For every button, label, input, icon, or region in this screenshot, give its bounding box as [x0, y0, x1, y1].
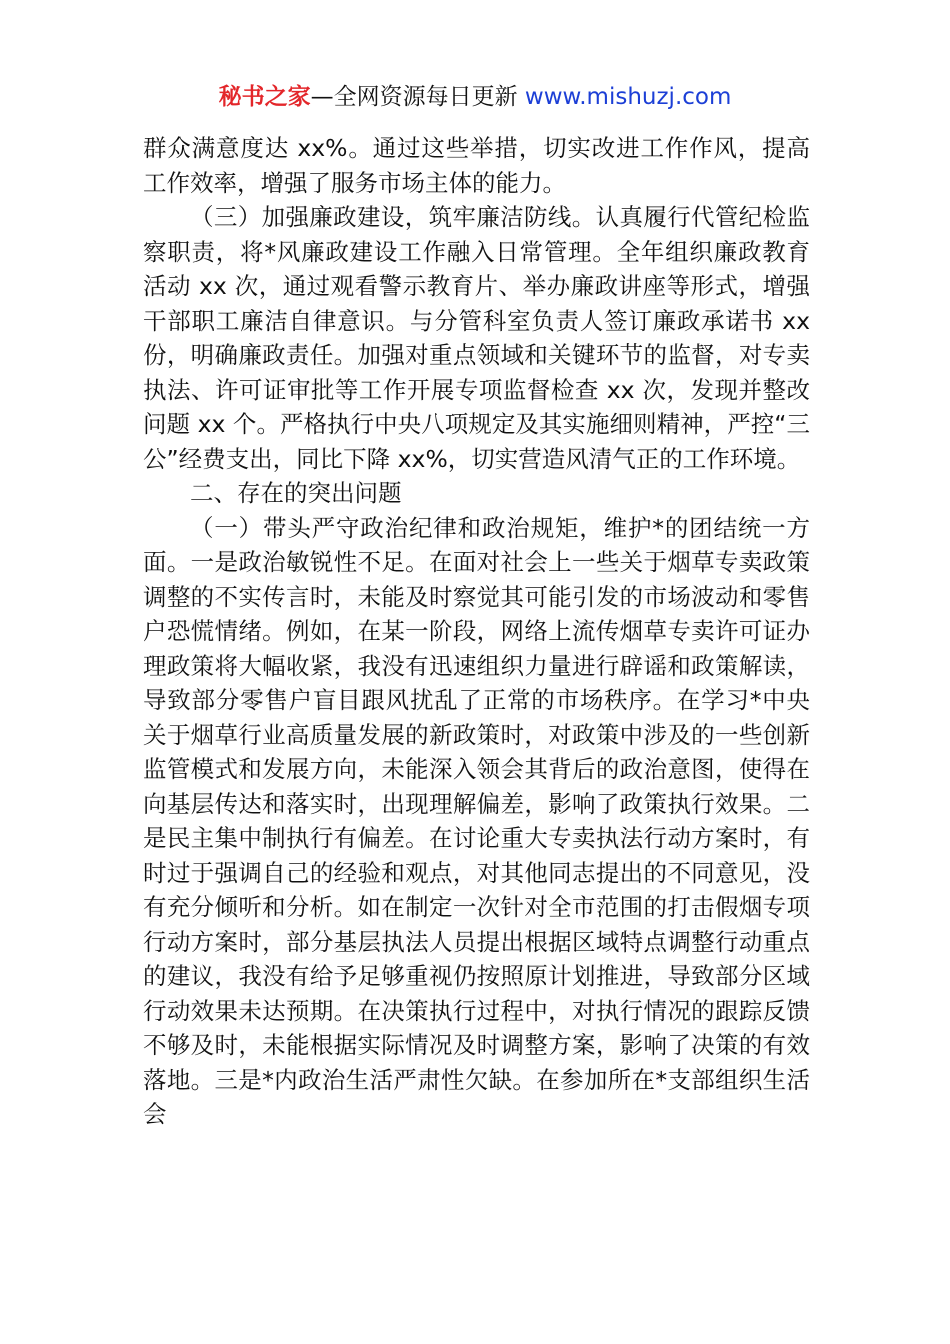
site-header [0, 80, 950, 114]
site-url[interactable]: www.mishuzj.com [524, 84, 732, 110]
paragraph-continuation: 群众满意度达 xx%。通过这些举措，切实改进工作作风，提高工作效率，增强了服务市场主体的能力。 [143, 134, 810, 197]
document-body [143, 131, 810, 1132]
paragraph-integrity: （三）加强廉政建设，筑牢廉洁防线。认真履行代管纪检监察职责，将*风廉政建设工作融入日常管理。全年组织廉政教育活动 xx 次，通过观看警示教育片、举办廉政讲座等形式，增强干部职工廉洁自律意识。与分管科室负责人签订廉政承诺书 xx 份，明确廉政责任。加强对重点领域和关键环节的监督，对专卖执法、许可证审批等工作开展专项监督检查 xx 次，发现并整改问题 xx 个。严格执行中央八项规定及其实施细则精神，严控“三公”经费支出，同比下降 xx%，切实营造风清气正的工作环境。 [143, 203, 810, 473]
paragraph-problems: （一）带头严守政治纪律和政治规矩，维护*的团结统一方面。一是政治敏锐性不足。在面对社会上一些关于烟草专卖政策调整的不实传言时，未能及时察觉其可能引发的市场波动和零售户恐慌情绪。例如，在某一阶段，网络上流传烟草专卖许可证办理政策将大幅收紧，我没有迅速组织力量进行辟谣和政策解读，导致部分零售户盲目跟风扰乱了正常的市场秩序。在学习*中央关于烟草行业高质量发展的新政策时，对政策中涉及的一些创新监管模式和发展方向，未能深入领会其背后的政治意图，使得在向基层传达和落实时，出现理解偏差，影响了政策执行效果。二是民主集中制执行有偏差。在讨论重大专卖执法行动方案时，有时过于强调自己的经验和观点，对其他同志提出的不同意见，没有充分倾听和分析。如在制定一次针对全市范围的打击假烟专项行动方案时，部分基层执法人员提出根据区域特点调整行动重点的建议，我没有给予足够重视仍按照原计划推进，导致部分区域行动效果未达预期。在决策执行过程中，对执行情况的跟踪反馈不够及时，未能根据实际情况及时调整方案，影响了决策的有效落地。三是*内政治生活严肃性欠缺。在参加所在*支部组织生活会 [143, 513, 810, 1128]
header-tagline: —全网资源每日更新 [310, 84, 518, 110]
brand-name: 秘书之家 [218, 84, 311, 110]
section-heading: 二、存在的突出问题 [190, 479, 402, 507]
